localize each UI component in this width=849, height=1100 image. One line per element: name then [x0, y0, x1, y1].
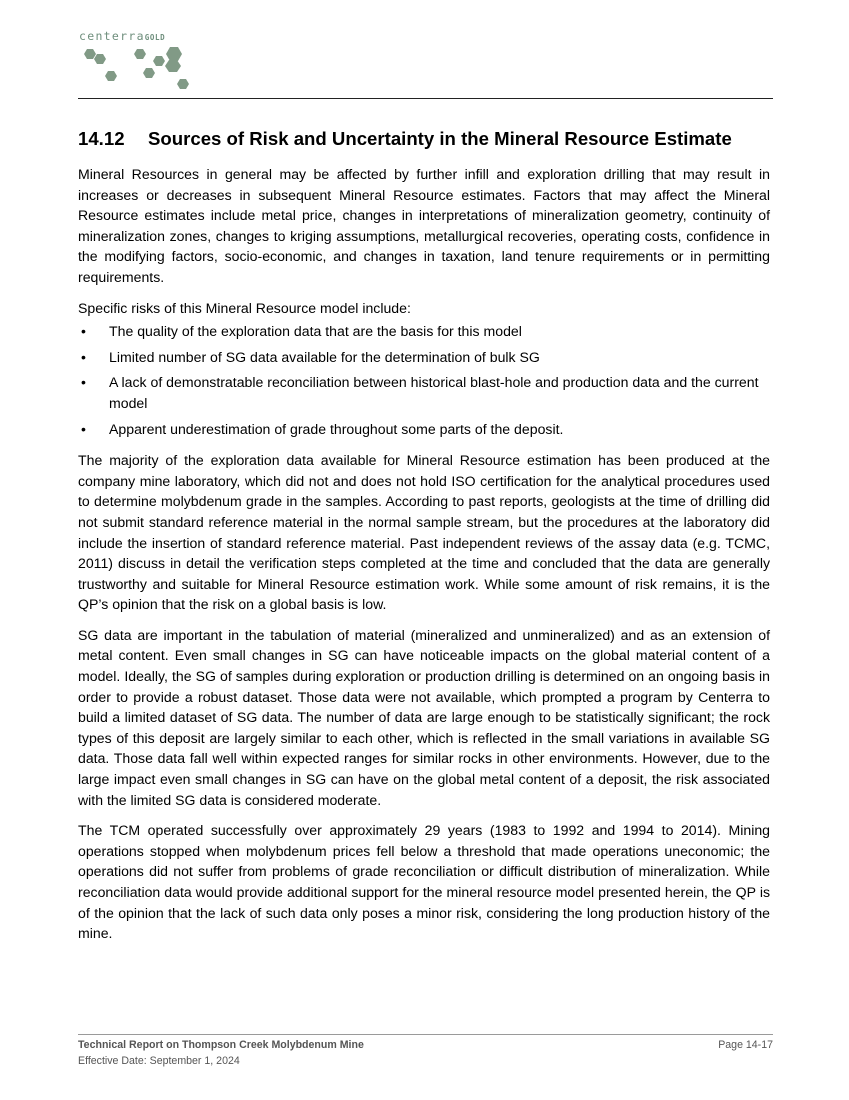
- paragraph-mineral-resources: Mineral Resources in general may be affected by further infill and exploration drilling that may result in increases or decreases in subsequent Mineral Resource estimates. Factors that may affect the Mineral Resource estimates include metal price, changes in interpretations of mineralization geometry, continuity of mineralization zones, changes to kriging assumptions, metallurgical recoveries, operating costs, confidence in the modifying factors, socio-economic, and changes in taxation, land tenure requirements or in permitting requirements.: [78, 166, 770, 285]
- logo-hexagon: [166, 47, 182, 61]
- footer-page-number: Page 14-17: [718, 1039, 773, 1051]
- logo-hexagon: [84, 49, 96, 59]
- logo-wordmark: [79, 29, 165, 43]
- bullet-icon: •: [81, 323, 86, 340]
- risks-intro: Specific risks of this Mineral Resource model include:: [78, 299, 411, 316]
- footer-divider: [78, 1034, 773, 1035]
- company-logo: [79, 27, 209, 95]
- list-item-text: The quality of the exploration data that are the basis for this model: [109, 323, 522, 340]
- list-item: [78, 419, 770, 440]
- bullet-icon: •: [81, 374, 86, 391]
- list-item: [78, 372, 770, 413]
- header-divider: [78, 98, 773, 99]
- logo-hexagon: [153, 56, 165, 66]
- section-title: Sources of Risk and Uncertainty in the Mineral Resource Estimate: [148, 128, 732, 149]
- paragraph-tcm-operations: The TCM operated successfully over approximately 29 years (1983 to 1992 and 1994 to 2014). Mining operations stopped when molybdenum prices fell below a threshold that made operations uneconomic; the operations did not suffer from problems of grade reconciliation or difficult distribution of mineralization. While reconciliation data would provide additional support for the mineral resource model presented herein, the QP is of the opinion that the lack of such data only poses a minor risk, considering the long production history of the mine.: [78, 822, 770, 942]
- section-heading: [78, 126, 770, 152]
- logo-hexagons-icon: [79, 43, 204, 95]
- bullet-icon: •: [81, 420, 86, 437]
- list-item-text: A lack of demonstratable reconciliation between historical blast-hole and production data and the current model: [109, 374, 759, 411]
- page-content: [78, 126, 770, 954]
- paragraph-exploration-data: The majority of the exploration data available for Mineral Resource estimation has been produced at the company mine laboratory, which did not and does not hold ISO certification for the analytical procedures used to determine molybdenum grade in the samples. According to past reports, geologists at the time of drilling did not submit standard reference material in the normal sample stream, but the procedures at the laboratory did include the insertion of standard reference material. Past independent reviews of the assay data (e.g. TCMC, 2011) discuss in detail the verification steps completed at the time and concluded that the data are generally trustworthy and suitable for Mineral Resource estimation work. While some amount of risk remains, it is the QP’s opinion that the risk on a global basis is low.: [78, 452, 770, 613]
- logo-hexagon: [165, 60, 181, 72]
- section-number: 14.12: [78, 128, 125, 149]
- logo-hexagon: [94, 54, 106, 64]
- logo-wordmark-suffix: GOLD: [144, 33, 166, 42]
- list-item-text: Limited number of SG data available for the determination of bulk SG: [109, 348, 540, 365]
- risk-list: [78, 321, 770, 439]
- footer-effective-date: Effective Date: September 1, 2024: [78, 1055, 240, 1067]
- list-item-text: Apparent underestimation of grade throughout some parts of the deposit.: [109, 420, 564, 437]
- logo-hexagon: [134, 49, 146, 59]
- list-item: [78, 321, 770, 342]
- logo-hexagon: [105, 71, 117, 81]
- logo-wordmark-main: centerra: [79, 29, 145, 43]
- footer-report-title: Technical Report on Thompson Creek Molybdenum Mine: [78, 1039, 364, 1051]
- list-item: [78, 347, 770, 368]
- bullet-icon: •: [81, 348, 86, 365]
- logo-hexagon: [143, 68, 155, 78]
- logo-hexagon: [177, 79, 189, 89]
- paragraph-sg-data: SG data are important in the tabulation of material (mineralized and unmineralized) and as an extension of metal content. Even small changes in SG can have noticeable impacts on the global material content of a model. Ideally, the SG of samples during exploration or production drilling is determined on an ongoing basis in order to provide a robust dataset. Those data were not available, which prompted a program by Centerra to build a limited dataset of SG data. The number of data are large enough to be statistically significant; the rock types of this deposit are largely similar to each other, which is reflected in the small variations in available SG data. Those data fall well within expected ranges for similar rocks in other environments. However, due to the large impact even small changes in SG can have on the global metal content of a deposit, the risk associated with the limited SG data is considered moderate.: [78, 626, 770, 808]
